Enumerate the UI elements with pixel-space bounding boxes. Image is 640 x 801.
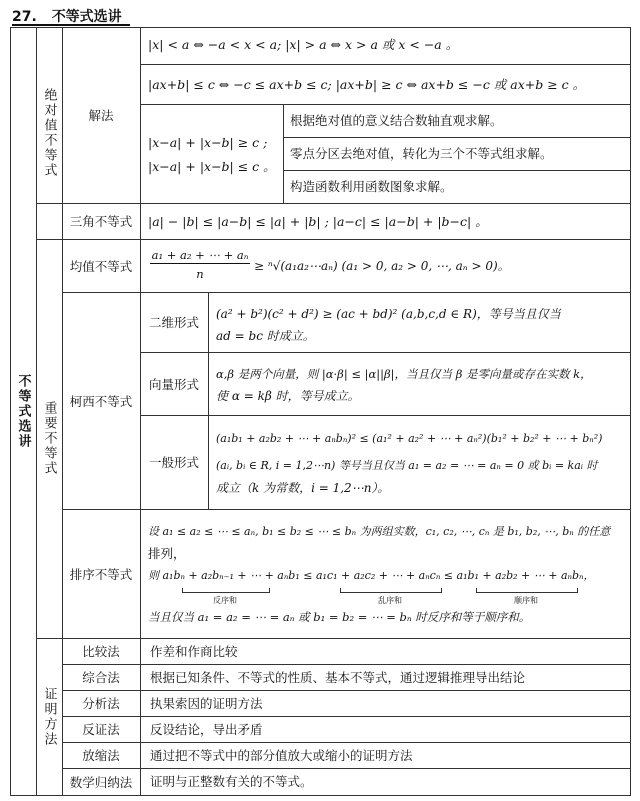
proof-desc-1: 作差和作商比较 bbox=[150, 644, 238, 659]
section-number: 27. bbox=[12, 9, 37, 25]
mean-rest: ≥ ⁿ√(a₁a₂⋯aₙ) (a₁ > 0, a₂ > 0, ⋯, aₙ > 0)。 bbox=[254, 259, 510, 273]
proof-desc-5: 通过把不等式中的部分值放大或缩小的证明方法 bbox=[150, 748, 413, 763]
general-line-1: (a₁b₁ + a₂b₂ + ⋯ + aₙbₙ)² ≤ (a₁² + a₂² + ⋯ + aₙ²)(b₁² + b₂² + ⋯ + bₙ²) bbox=[216, 432, 603, 445]
rearrangement-line-3: 则 a₁bₙ + a₂bₙ₋₁ + ⋯ + aₙb₁ ≤ a₁c₁ + a₂c₂ + ⋯ + aₙcₙ ≤ a₁b₁ + a₂b₂ + ⋯ + aₙbₙ， bbox=[148, 569, 595, 582]
dim2-line-2: ad = bc 时成立。 bbox=[216, 329, 315, 343]
general-line-3: 成立（k 为常数，i = 1,2⋯n）。 bbox=[216, 481, 390, 495]
mean-numerator: a₁ + a₂ + ⋯ + aₙ bbox=[151, 248, 249, 262]
vector-line-2: 使 α = kβ 时，等号成立。 bbox=[216, 389, 360, 403]
abs-rule-3b: |x−a| + |x−b| ≤ c 。 bbox=[148, 159, 276, 174]
important-section-label: 重要不等式 bbox=[41, 401, 57, 476]
vector-label: 向量形式 bbox=[148, 376, 199, 392]
mean-denominator: n bbox=[196, 267, 204, 281]
proof-desc-4: 反设结论，导出矛盾 bbox=[150, 722, 263, 737]
proof-name-6: 数学归纳法 bbox=[69, 774, 133, 790]
proof-section-label: 证明方法 bbox=[41, 686, 57, 747]
proof-name-3: 分析法 bbox=[82, 696, 120, 711]
rearrangement-line-4: 当且仅当 a₁ = a₂ = ⋯ = aₙ 或 b₁ = b₂ = ⋯ = bₙ 时反序和等于顺序和。 bbox=[148, 610, 531, 624]
abs-method-1: 根据绝对值的意义结合数轴直观求解。 bbox=[290, 113, 503, 128]
dim2-label: 二维形式 bbox=[148, 315, 199, 330]
rearrangement-label: 排序不等式 bbox=[69, 566, 133, 582]
abs-rule-3a: |x−a| + |x−b| ≥ c ; bbox=[148, 135, 268, 150]
proof-desc-3: 执果索因的证明方法 bbox=[150, 696, 263, 711]
triangle-inequality: |a| − |b| ≤ |a−b| ≤ |a| + |b| ; |a−c| ≤ |a−b| + |b−c| 。 bbox=[148, 214, 488, 229]
outer-label: 不等式选讲 bbox=[15, 373, 31, 449]
brace-ordered: 顺序和 bbox=[476, 586, 576, 606]
proof-desc-6: 证明与正整数有关的不等式。 bbox=[150, 774, 313, 789]
proof-desc-2: 根据已知条件、不等式的性质、基本不等式，通过逻辑推理导出结论 bbox=[150, 670, 526, 685]
dim2-line-1: (a² + b²)(c² + d²) ≥ (ac + bd)² (a,b,c,d ∈ R)，等号当且仅当 bbox=[216, 307, 561, 321]
proof-name-1: 比较法 bbox=[82, 644, 120, 659]
proof-name-4: 反证法 bbox=[82, 722, 120, 737]
mean-label: 均值不等式 bbox=[69, 258, 133, 274]
solve-label: 解法 bbox=[88, 108, 114, 123]
abs-method-3: 构造函数利用函数图象求解。 bbox=[290, 179, 453, 194]
abs-rule-2: |ax+b| ≤ c ⇔ −c ≤ ax+b ≤ c; |ax+b| ≥ c ⇔ ax+b ≤ −c 或 ax+b ≥ c 。 bbox=[148, 77, 586, 92]
brace-random: 乱序和 bbox=[340, 586, 440, 606]
abs-rule-1: |x| < a ⇔ −a < x < a; |x| > a ⇔ x > a 或 x < −a 。 bbox=[148, 37, 459, 52]
section-title: 不等式选讲 bbox=[51, 9, 122, 25]
rearrangement-line-1: 设 a₁ ≤ a₂ ≤ ⋯ ≤ aₙ, b₁ ≤ b₂ ≤ ⋯ ≤ bₙ 为两组实数，c₁, c₂, ⋯, cₙ 是 b₁, b₂, ⋯, bₙ 的任意 bbox=[148, 525, 611, 538]
abs-method-2: 零点分区去绝对值，转化为三个不等式组求解。 bbox=[290, 146, 553, 161]
general-label: 一般形式 bbox=[148, 455, 199, 470]
triangle-label: 三角不等式 bbox=[69, 214, 133, 229]
brace-reverse: 反序和 bbox=[182, 586, 268, 606]
proof-name-2: 综合法 bbox=[82, 670, 120, 685]
general-line-2: (aᵢ, bᵢ ∈ R, i = 1,2⋯n) 等号当且仅当 a₁ = a₂ = ⋯ = aₙ = 0 或 bᵢ = kaᵢ 时 bbox=[216, 459, 598, 472]
proof-name-5: 放缩法 bbox=[82, 748, 120, 763]
abs-section-label: 绝对值不等式 bbox=[41, 88, 57, 178]
vector-line-1: α,β 是两个向量，则 |α·β| ≤ |α||β|，当且仅当 β 是零向量或存在实数 k， bbox=[216, 367, 592, 381]
cauchy-label: 柯西不等式 bbox=[69, 393, 133, 409]
rearrangement-line-2: 排列， bbox=[148, 546, 186, 561]
